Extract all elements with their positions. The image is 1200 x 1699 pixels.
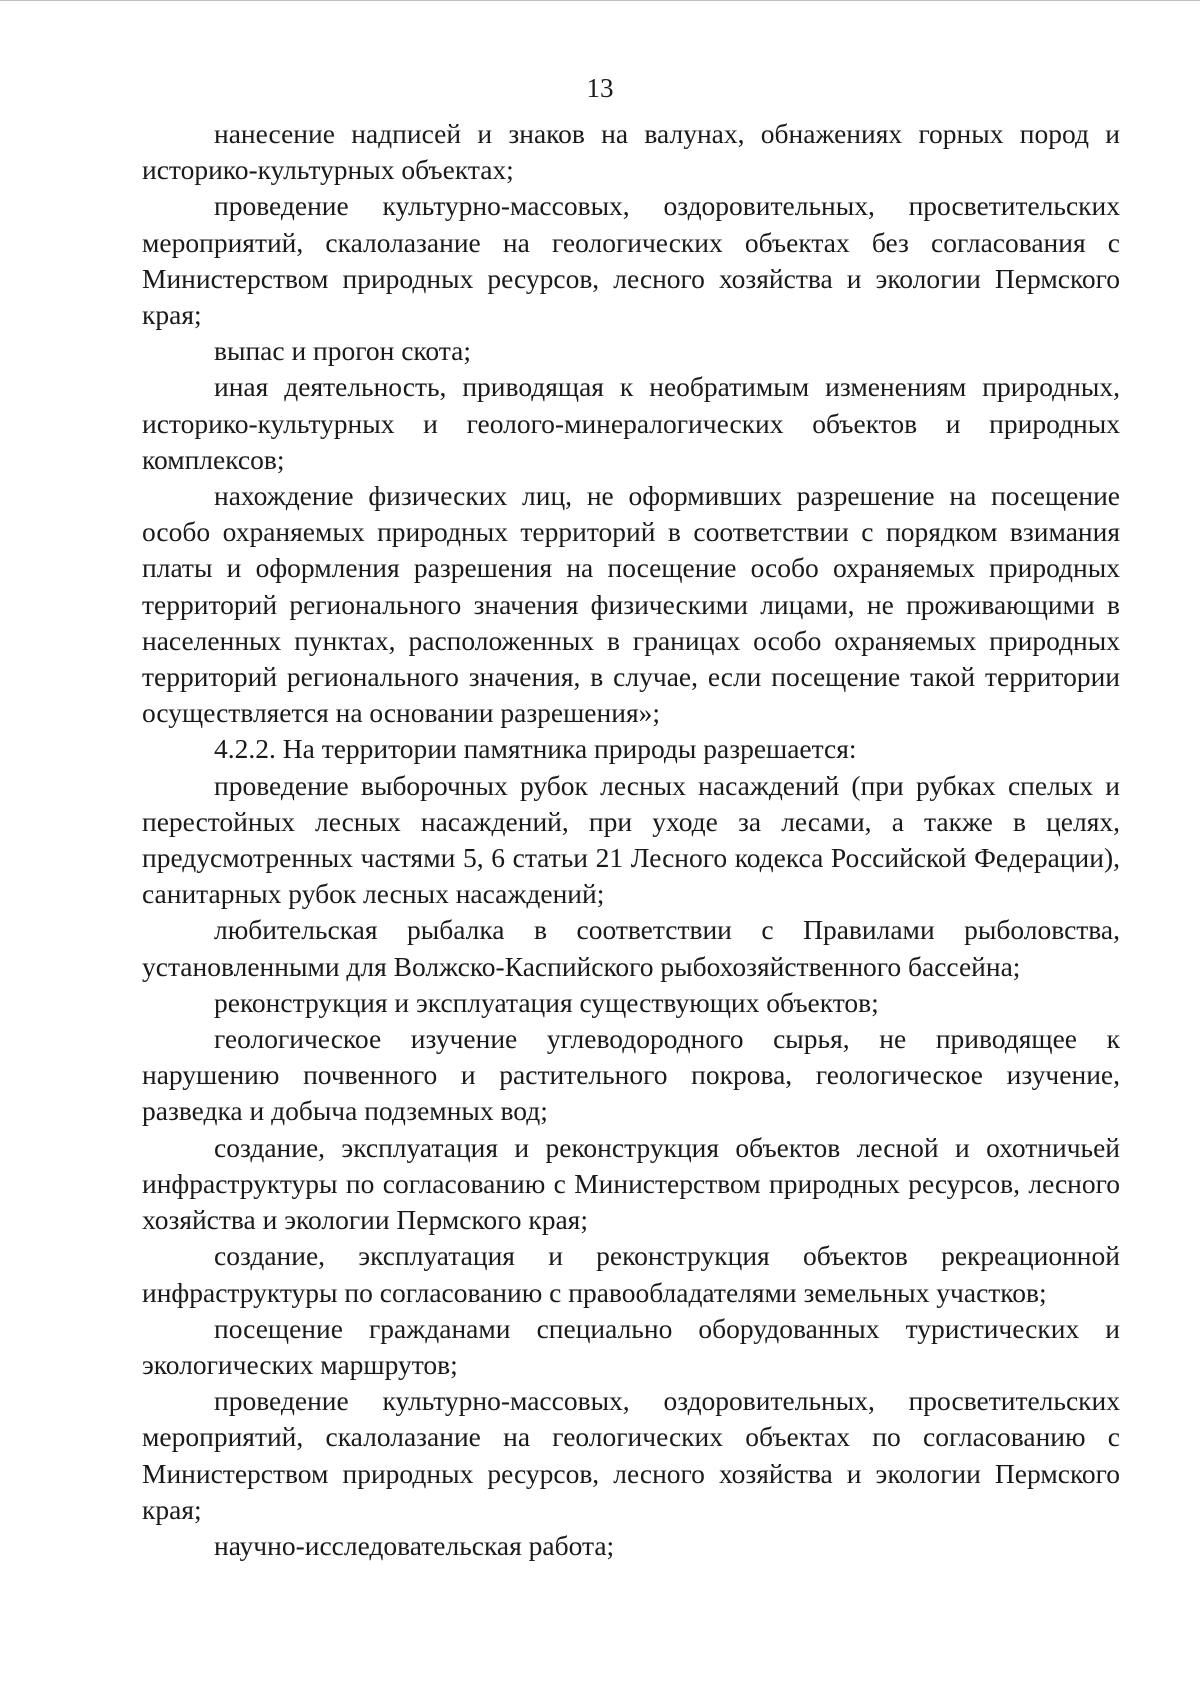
- paragraph: проведение культурно-массовых, оздоровительных, просветительских мероприятий, скалолазание на геологических объектах по согласованию с Министерством природных ресурсов, лесного хозяйства и экологии Пермского края;: [142, 1385, 1120, 1525]
- section-heading: 4.2.2. На территории памятника природы разрешается:: [214, 733, 857, 765]
- document-body: [142, 116, 1120, 1564]
- paragraph: проведение выборочных рубок лесных насаждений (при рубках спелых и перестойных лесных насаждений, при уходе за лесами, а также в целях, предусмотренных частями 5, 6 статьи 21 Лесного кодекса Российской Федерации), санитарных рубок лесных насаждений;: [142, 769, 1120, 910]
- paragraph: реконструкция и эксплуатация существующих объектов;: [214, 986, 879, 1018]
- paragraph: любительская рыбалка в соответствии с Правилами рыболовства, установленными для Волжско-Каспийского рыбохозяйственного бассейна;: [142, 914, 1120, 982]
- page-number: 13: [586, 73, 614, 103]
- paragraph: геологическое изучение углеводородного сырья, не приводящее к нарушению почвенного и растительного покрова, геологическое изучение, разведка и добыча подземных вод;: [142, 1023, 1120, 1127]
- paragraph: проведение культурно-массовых, оздоровительных, просветительских мероприятий, скалолазание на геологических объектах без согласования с Министерством природных ресурсов, лесного хозяйства и экологии Пермского края;: [142, 190, 1120, 331]
- paragraph: создание, эксплуатация и реконструкция объектов лесной и охотничьей инфраструктуры по согласованию с Министерством природных ресурсов, лесного хозяйства и экологии Пермского края;: [142, 1131, 1120, 1236]
- scan-edge-line: [0, 0, 1200, 1]
- paragraph: нахождение физических лиц, не оформивших разрешение на посещение особо охраняемых природных территорий в соответствии с порядком взимания платы и оформления разрешения на посещение особо охраняемых природных территорий регионального значения физическими лицами, не проживающими в населенных пунктах, расположенных в границах особо охраняемых природных территорий регионального значения, в случае, если посещение такой территории осуществляется на основании разрешения»;: [142, 480, 1120, 729]
- paragraph: научно-исследовательская работа;: [214, 1529, 615, 1561]
- paragraph: выпас и прогон скота;: [214, 335, 471, 367]
- paragraph: нанесение надписей и знаков на валунах, обнажениях горных пород и историко-культурных объектах;: [142, 118, 1120, 186]
- paragraph: создание, эксплуатация и реконструкция объектов рекреационной инфраструктуры по согласованию с правообладателями земельных участков;: [142, 1240, 1120, 1308]
- paragraph: посещение гражданами специально оборудованных туристических и экологических маршрутов;: [142, 1312, 1120, 1380]
- paragraph: иная деятельность, приводящая к необратимым изменениям природных, историко-культурных и геолого-минералогических объектов и природных комплексов;: [142, 371, 1120, 475]
